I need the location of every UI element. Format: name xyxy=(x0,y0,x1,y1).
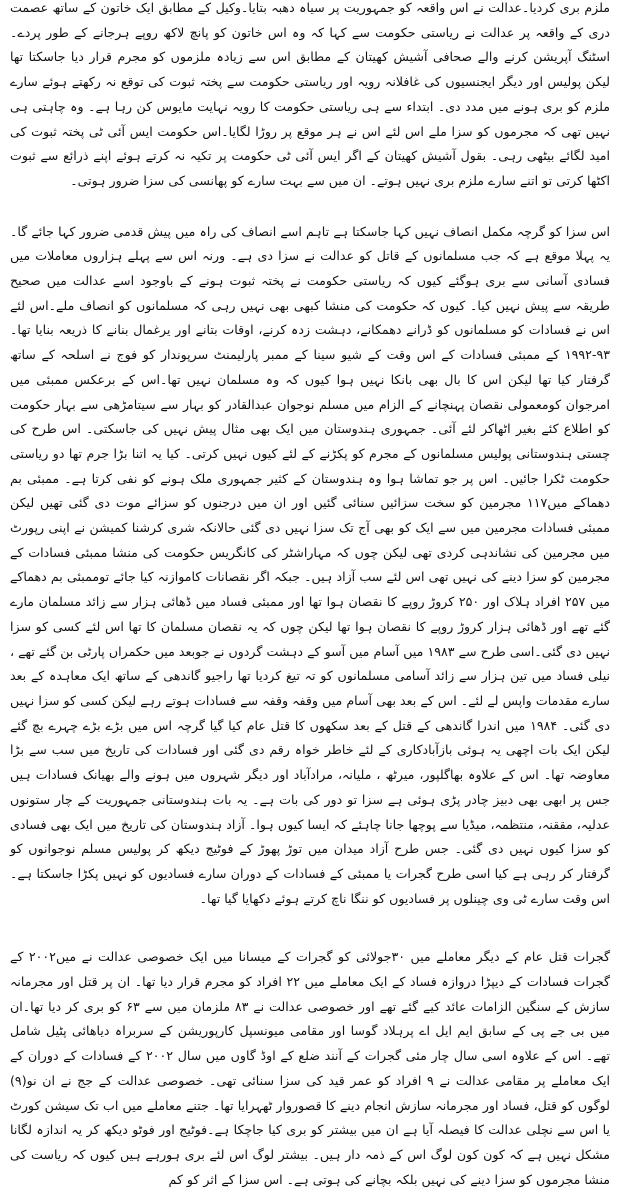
article-paragraph-1: ملزم بری کردیا۔عدالت نے اس واقعہ کو جمہوریت پر سیاہ دھبہ بتایا۔وکیل کے مطابق ایک خاتون کے ساتھ عصمت دری کے واقعہ پر عدالت نے ریاستی حکومت سے کہا کہ وہ اس خاتون کو پانچ لاکھ روپے ہرجانے کے طور پردے۔اسٹنگ آپریشن کرنے والے صحافی آشیش کھیتان کے مطابق اس سے زیادہ ملزموں کو مجرم قرار دیا جاسکتا تھا لیکن پولیس اور دیگر ایجنسیوں کی غافلانہ رویہ اور ریاستی حکومت سے پختہ ثبوت کی توقع نہ رکھتے ہوئے سارے ملزم کو بری ہونے میں مدد دی۔ ابتداء سے ہی ریاستی حکومت کا رویہ نہایت مایوس کن رہا ہے۔ وہ چاہتی ہی نہیں تھی کہ مجرموں کو سزا ملے اس لئے اس نے ہر موقع پر روڑا لگایا۔اس حکومت ایس آئی ٹی پختہ ثبوت کی امید لگائے بیٹھی رہی۔ بقول آشیش کھیتان کے اگر ایس آئی ٹی حکومت پر تکیہ نہ کرتے ہوئے اپنے ذرائع سے ثبوت اکٹھا کرتی تو اتنے سارے ملزم بری نہیں ہوتے۔ ان میں سے بہت سارے کو پھانسی کی سزا ضرور ہوتی۔ xyxy=(10,0,610,188)
article-paragraph-2: اس سزا کو گرچہ مکمل انصاف نہیں کہا جاسکتا ہے تاہم اسے انصاف کی راہ میں پیش قدمی ضرور کہا جائے گا۔یہ پہلا موقع ہے کہ جب مسلمانوں کے قاتل کو عدالت نے سزا دی ہے۔ ورنہ اس سے پہلے ہزاروں معاملات میں فسادی آسانی سے بری ہوگئے کیوں کہ ریاستی حکومت نے پختہ ثبوت ہونے کے باوجود اسے عدالت میں صحیح طریقہ سے پیش نہیں کیا۔ کیوں کہ حکومت کی منشا کبھی بھی نہیں رہی کہ مسلمانوں کو انصاف ملے۔اس لئے اس نے فسادات کو مسلمانوں کو ڈرانے دھمکانے، دہشت زدہ کرنے، اوقات بتانے اور یرغمال بنانے کا ذریعہ بنایا تھا۔ ۹۳-۱۹۹۲ کے ممبئی فسادات کے اس وقت کے شیو سینا کے ممبر پارلیمنٹ سرپوندار کو فوج نے اسلحہ کے ساتھ گرفتار کیا تھا لیکن اس کا بال بھی بانکا نہیں ہوا کیوں کہ وہ مسلمان نہیں تھا۔اس کے برعکس ممبئی میں امرجوان کومعمولی نقصان پہنچانے کے الزام میں مسلم نوجوان عبدالقادر کو بہار سے سیتامڑھی سے بہار حکومت کو اطلاع کئے بغیر اٹھاکر لئے آئی۔ جمہوری ہندوستان میں ایک بھی مثال پیش نہیں کی جاسکتی۔ اس طرح کی چستی ہندوستانی پولیس مسلمانوں کے مجرم کو پکڑنے کے لئے کیوں نہیں کرتی۔ کیا یہ اتنا بڑا جرم تھا دو ریاستی حکومت ٹکرا جائیں۔ اس پر جو تماشا ہوا وہ ہندوستان کے کثیر جمہوری ملک ہونے کو نفی کرتا ہے۔ ممبئی بم دھماکے میں۱۱۷ مجرمین کو سخت سزائیں سنائی گئیں اور ان میں درجنوں کو سزائے موت دی گئی تھیں لیکن ممبئی فسادات مجرمین میں سے ایک کو بھی آج تک سزا نہیں دی گئی حالانکہ شری کرشنا کمیشن نے اپنی رپورٹ میں مجرمین کی نشاندہی کردی تھی لیکن چوں کہ مہاراشٹر کی کانگریس حکومت کی منشا ممبئی فسادات کے مجرمین کو سزا دینے کی نہیں تھی اس لئے سب آزاد ہیں۔ جبکہ اگر نقصانات کاموازنہ کیا جائے توممبئی بم دھماکے میں ۲۵۷ افراد ہلاک اور ۲۵۰ کروڑ روپے کا نقصان ہوا تھا اور ممبئی فساد میں ڈھائی ہزار سے زائد مسلمان مارے گئے تھے اور ڈھائی ہزار کروڑ روپے کا نقصان ہوا تھا لیکن چوں کہ یہ نقصان مسلمان کا تھا اس لئے کسی کو سزا نہیں دی گئی۔اسی طرح سے ۱۹۸۳ میں آسام میں آسو کے دہشت گردوں نے جوبعد میں حکمراں پارٹی بن گئے تھے ، نیلی فساد میں تین ہزار سے زائد آسامی مسلمانوں کو تہ تیغ کردیا تھا راجیو گاندھی کے ساتھ ایک معاہدہ کے بعد سارے مقدمات واپس لے لئے۔ اس کے بعد بھی آسام میں وقفہ وقفہ سے فسادات ہوتے رہے لیکن کسی کو سزا نہیں دی گئی۔ ۱۹۸۴ میں اندرا گاندھی کے قتل کے بعد سکھوں کا قتل عام کیا گیا گرچہ اس میں بڑے بڑے چہرے بچ گئے لیکن ایک بات اچھی یہ ہوئی بازآبادکاری کے لئے خاطر خواہ رقم دی گئی اور فسادات کی تاریخ میں سب سے بڑا معاوضہ تھا۔ اس کے علاوہ بھاگلپور، میرٹھ ، ملیانہ، مرادآباد اور دیگر شہروں میں ہونے والے بھیانک فسادات ہیں جس پر ابھی بھی دبیز چادر پڑی ہوئی ہے سزا تو دور کی بات ہے۔ یہ بات ہندوستانی جمہوریت کے چار ستونوں عدلیہ، مققنہ، منتظمہ، میڈیا سے پوچھا جانا چاہئے کہ ایسا کیوں ہوا۔ آزاد ہندوستان کی تاریخ میں ایک بھی فسادی کو سزا کیوں نہیں دی گئی۔ جس طرح آزاد میدان میں توڑ پھوڑ کے فوٹیج دیکھ کر پولیس مسلم نوجوانوں کو گرفتار کر رہی ہے کیا اسی طرح گجرات یا ممبئی کے فسادات کے دوران سارے فسادیوں کو نہیں پکڑا جاسکتا ہے۔ اس وقت سارے ٹی وی چینلوں پر فسادیوں کو ننگا ناچ کرتے ہوئے دکھایا گیا تھا۔ xyxy=(10,223,610,906)
article-paragraph-3: گجرات قتل عام کے دیگر معاملے میں ۳۰جولائی کو گجرات کے میسانا میں ایک خصوصی عدالت نے میں۲۰۰۲ کے گجرات فسادات کے دیپڑا دروازہ فساد کے ایک معاملے میں ۲۲ افراد کو مجرم قرار دیا تھا۔ ان پر قتل اور مجرمانہ سازش کے سنگین الزامات عائد کیے گئے تھے اور خصوصی عدالت نے ۸۳ ملزمان میں سے ۶۳ کو بری کر دیا تھا۔ان میں بی جے پی کے سابق ایم ایل اے پرہلاد گوسا اور مقامی میونسپل کارپوریشن کے سربراہ دیاھائی پٹیل شامل تھے۔ اس کے علاوہ اسی سال چار مئی گجرات کے آنند ضلع کے اوڈ گاوں میں سال ۲۰۰۲ کے فسادات کے دوران کے ایک معاملے پر مقامی عدالت نے ۹ افراد کو عمر قید کی سزا سنائی تھی۔ خصوصی عدالت کے جج نے ان نو(۹) لوگوں کو قتل، فساد اور مجرمانہ سازش انجام دینے کا قصوروار ٹھہرایا تھا۔ جتنے معاملے میں اب تک سیشن کورٹ یا اس سے نچلی عدالت کا فیصلہ آیا ہے ان میں بیشتر کو بری کیا جاچکا ہے۔فوٹیج اور فوٹو دیکھ کر یہ اندازہ لگانا مشکل نہیں ہے کہ کون کون لوگ اس کے ذمہ دار ہیں۔ بیشتر لوگ اس لئے بری ہورہے ہیں کیوں کہ ریاست کی منشا مجرموں کو سزا دینے کی نہیں بلکہ بچانے کی ہوتی ہے۔ اس سزا کے اثر کو کم xyxy=(10,949,611,1187)
paragraph-spacer xyxy=(10,194,610,220)
paragraph-spacer xyxy=(10,911,610,945)
